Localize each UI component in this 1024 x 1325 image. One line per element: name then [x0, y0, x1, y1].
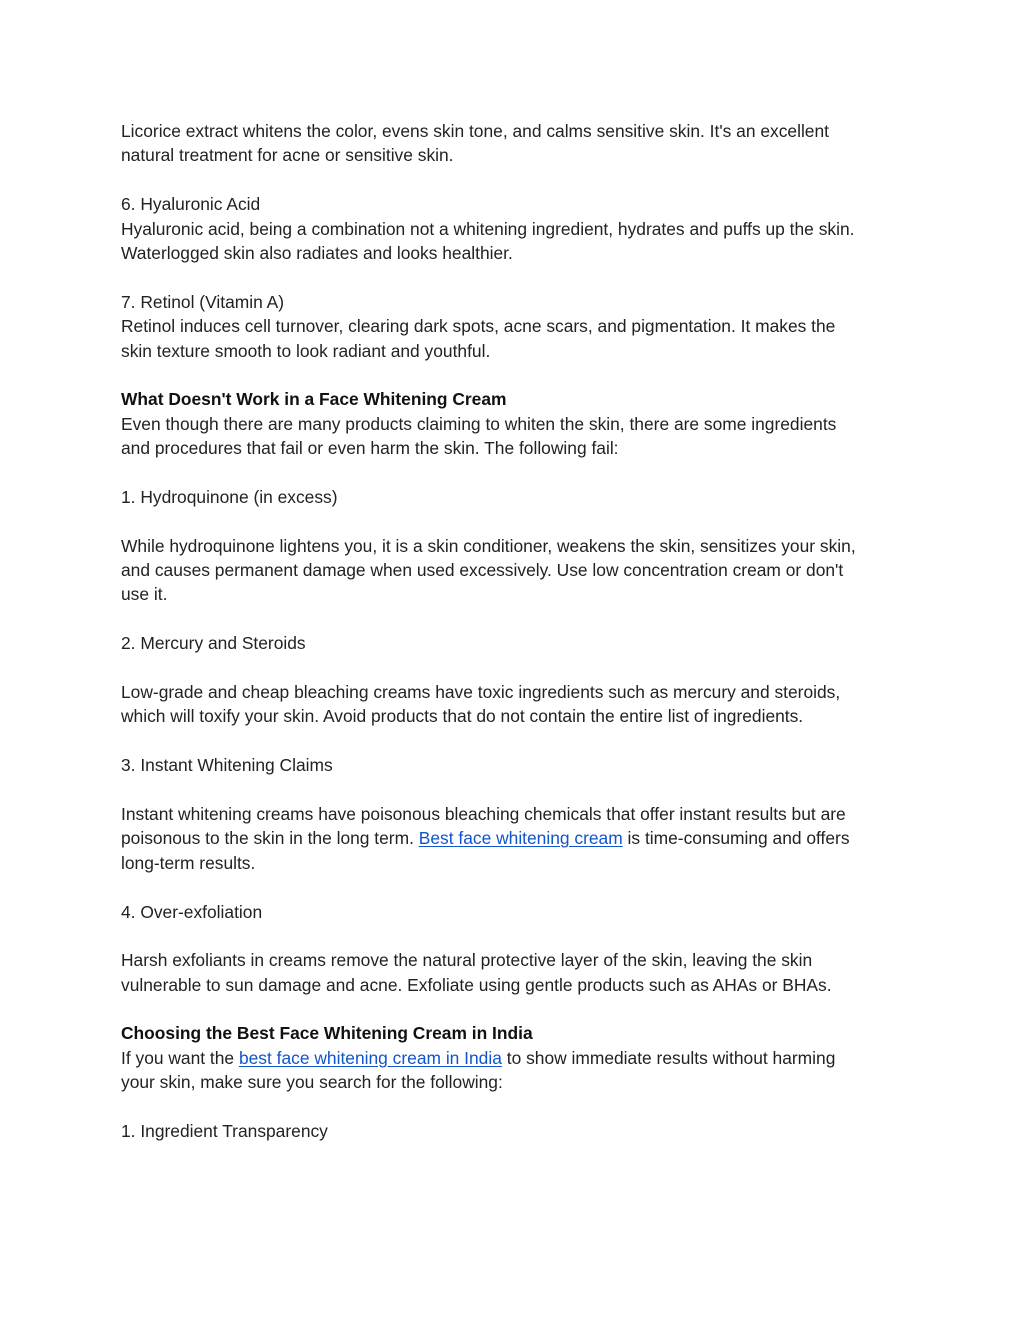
- hyaluronic-line-2: Waterlogged skin also radiates and looks healthier.: [121, 242, 513, 263]
- hydroquinone-line-3: use it.: [121, 584, 168, 605]
- choosing-heading: Choosing the Best Face Whitening Cream in India: [121, 1023, 533, 1044]
- instant-line-2-text: poisonous to the skin in the long term.: [121, 828, 419, 849]
- paragraph-spacer: [121, 1095, 911, 1119]
- hydroquinone-heading: 1. Hydroquinone (in excess): [121, 486, 338, 507]
- hydroquinone-line-1: While hydroquinone lightens you, it is a skin conditioner, weakens the skin, sensitizes your skin,: [121, 535, 856, 556]
- paragraph-spacer: [121, 509, 911, 533]
- mercury-line-1: Low-grade and cheap bleaching creams have toxic ingredients such as mercury and steroids,: [121, 681, 841, 702]
- choosing-line-2: your skin, make sure you search for the following:: [121, 1072, 503, 1093]
- document-page: [121, 119, 911, 1143]
- paragraph-spacer: [121, 778, 911, 802]
- paragraph-spacer: [121, 168, 911, 192]
- retinol-heading: 7. Retinol (Vitamin A): [121, 291, 285, 312]
- mercury-line-2: which will toxify your skin. Avoid products that do not contain the entire list of ingredients.: [121, 706, 804, 727]
- hyaluronic-line-1: Hyaluronic acid, being a combination not a whitening ingredient, hydrates and puffs up the skin.: [121, 218, 855, 239]
- paragraph-spacer: [121, 729, 911, 753]
- paragraph-spacer: [121, 460, 911, 484]
- retinol-line-2: skin texture smooth to look radiant and youthful.: [121, 340, 491, 361]
- instant-heading: 3. Instant Whitening Claims: [121, 755, 333, 776]
- instant-line-1: Instant whitening creams have poisonous bleaching chemicals that offer instant results but are: [121, 803, 846, 824]
- licorice-line-2: natural treatment for acne or sensitive skin.: [121, 145, 454, 166]
- hyaluronic-heading: 6. Hyaluronic Acid: [121, 194, 261, 215]
- doesnt-work-heading: What Doesn't Work in a Face Whitening Cream: [121, 389, 507, 410]
- paragraph-spacer: [121, 607, 911, 631]
- choosing-line-1-text: If you want the: [121, 1047, 239, 1068]
- instant-line-2: [121, 826, 911, 850]
- hydroquinone-line-2: and causes permanent damage when used excessively. Use low concentration cream or don't: [121, 560, 844, 581]
- exfoliation-heading: 4. Over-exfoliation: [121, 901, 263, 922]
- transparency-heading: 1. Ingredient Transparency: [121, 1121, 328, 1142]
- paragraph-spacer: [121, 924, 911, 948]
- paragraph-spacer: [121, 363, 911, 387]
- doesnt-work-line-2: and procedures that fail or even harm the skin. The following fail:: [121, 438, 619, 459]
- instant-line-3: long-term results.: [121, 852, 256, 873]
- doesnt-work-line-1: Even though there are many products claiming to whiten the skin, there are some ingredients: [121, 413, 837, 434]
- choosing-line-1-tail: to show immediate results without harming: [501, 1047, 836, 1068]
- best-face-whitening-cream-link[interactable]: Best face whitening cream: [418, 828, 623, 849]
- exfoliation-line-2: vulnerable to sun damage and acne. Exfoliate using gentle products such as AHAs or BHAs.: [121, 974, 832, 995]
- retinol-line-1: Retinol induces cell turnover, clearing dark spots, acne scars, and pigmentation. It makes the: [121, 316, 836, 337]
- exfoliation-line-1: Harsh exfoliants in creams remove the natural protective layer of the skin, leaving the skin: [121, 950, 813, 971]
- best-face-whitening-cream-india-link[interactable]: best face whitening cream in India: [238, 1047, 502, 1068]
- choosing-line-1: [121, 1046, 911, 1070]
- mercury-heading: 2. Mercury and Steroids: [121, 633, 306, 654]
- paragraph-spacer: [121, 875, 911, 899]
- paragraph-spacer: [121, 265, 911, 289]
- paragraph-spacer: [121, 997, 911, 1021]
- paragraph-spacer: [121, 656, 911, 680]
- licorice-line-1: Licorice extract whitens the color, evens skin tone, and calms sensitive skin. It's an excellent: [121, 121, 829, 141]
- instant-line-2-tail: is time-consuming and offers: [622, 828, 850, 849]
